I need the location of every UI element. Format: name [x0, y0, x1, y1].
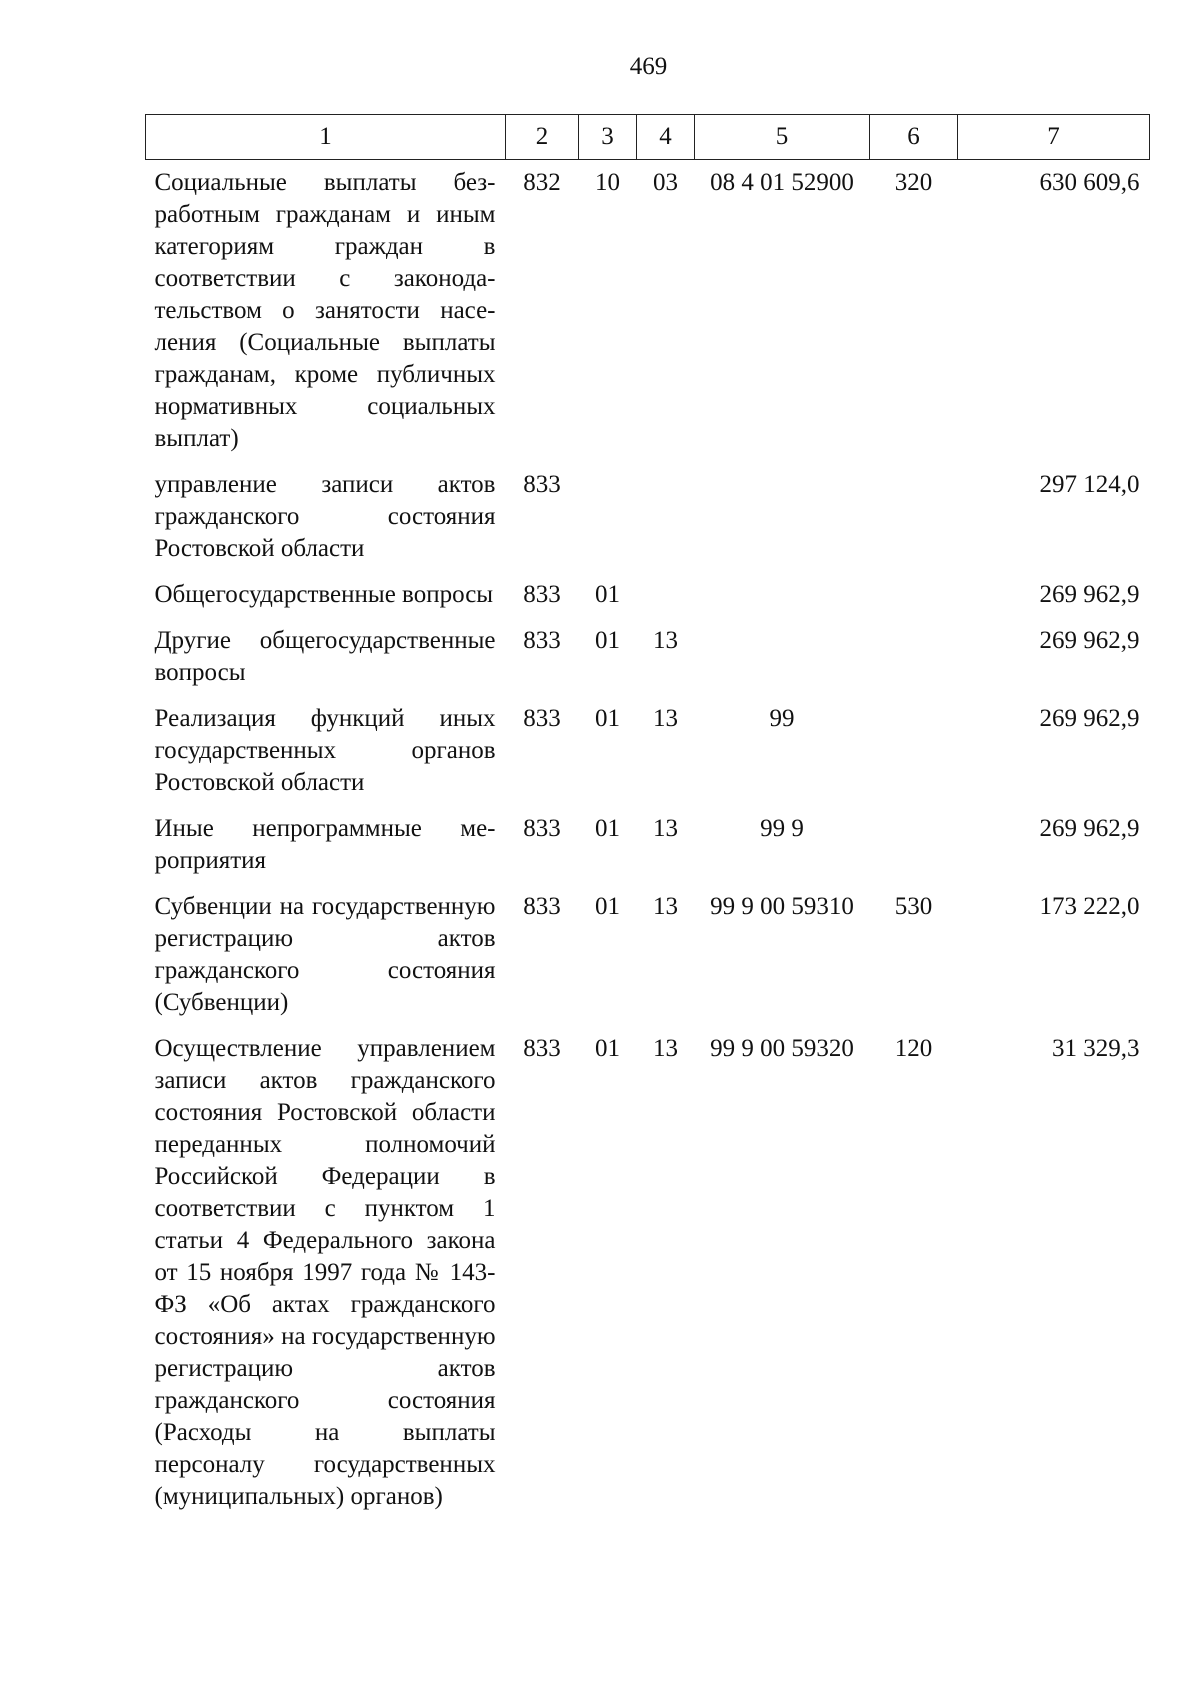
- row-pr: 13: [653, 893, 678, 920]
- row-ved: 832: [523, 169, 561, 196]
- row-name: Иные непрограммные мероприятия: [154, 815, 496, 874]
- row-sum: 269 962,9: [1039, 581, 1140, 608]
- row-csr: 08 4 01 52900: [710, 169, 854, 196]
- row-sum: 269 962,9: [1039, 815, 1140, 842]
- table-row: [146, 160, 1150, 470]
- row-pr: [637, 579, 695, 625]
- page-number: 469: [629, 53, 668, 80]
- row-rz: 01: [595, 1035, 620, 1062]
- header-col-5: 5: [695, 115, 870, 160]
- row-name: Субвенции на государственную регистрацию актов гражданского состояния (Субвенции): [154, 893, 496, 1016]
- header-col-4: 4: [637, 115, 695, 160]
- row-ved: 833: [523, 581, 561, 608]
- table-row: [146, 1033, 1150, 1527]
- row-vr: [870, 579, 958, 625]
- row-vr: 120: [894, 1035, 933, 1062]
- row-name: управление записи актов гражданского состояния Ростовской области: [154, 471, 496, 562]
- row-vr: [870, 625, 958, 703]
- row-sum: 269 962,9: [1039, 627, 1140, 654]
- row-csr: 99: [769, 705, 795, 732]
- row-ved: 833: [523, 705, 561, 732]
- header-col-1: 1: [146, 115, 506, 160]
- row-pr: 13: [653, 627, 678, 654]
- table-row: [146, 469, 1150, 579]
- row-rz: 01: [595, 893, 620, 920]
- row-ved: 833: [523, 627, 561, 654]
- table-row: [146, 579, 1150, 625]
- row-rz: 01: [595, 581, 620, 608]
- row-pr: 03: [653, 169, 678, 196]
- row-vr: [870, 469, 958, 579]
- row-csr: [695, 469, 870, 579]
- row-pr: 13: [653, 815, 678, 842]
- row-vr: 320: [894, 169, 933, 196]
- row-rz: 01: [595, 627, 620, 654]
- row-sum: 31 329,3: [1052, 1035, 1140, 1062]
- row-csr: 99 9 00 59310: [710, 893, 854, 920]
- row-vr: 530: [894, 893, 933, 920]
- table-row: [146, 703, 1150, 813]
- row-csr: [695, 579, 870, 625]
- row-ved: 833: [523, 893, 561, 920]
- row-vr: [870, 813, 958, 891]
- row-pr: 13: [653, 1035, 678, 1062]
- row-name: Общегосударственные вопросы: [154, 581, 494, 608]
- header-col-7: 7: [958, 115, 1150, 160]
- table-row: [146, 625, 1150, 703]
- row-sum: 173 222,0: [1039, 893, 1140, 920]
- row-csr: 99 9: [760, 815, 804, 842]
- row-ved: 833: [523, 471, 561, 498]
- header-col-6: 6: [870, 115, 958, 160]
- header-col-2: 2: [506, 115, 579, 160]
- row-name: Социальные выплаты безработным гражданам и иным категориям граждан в соответствии с законодательством о занятости населения (Социальные выплаты гражданам, кроме публичных нормативных социальных выплат): [154, 169, 496, 452]
- row-rz: 01: [595, 815, 620, 842]
- row-vr: [870, 703, 958, 813]
- row-csr: 99 9 00 59320: [710, 1035, 854, 1062]
- budget-table: [145, 114, 1150, 1527]
- row-pr: 13: [653, 705, 678, 732]
- table-row: [146, 813, 1150, 891]
- row-csr: [695, 625, 870, 703]
- row-name: Реализация функций иных государственных органов Ростовской области: [154, 705, 496, 796]
- header-col-3: 3: [579, 115, 637, 160]
- row-sum: 269 962,9: [1039, 705, 1140, 732]
- row-rz: 01: [595, 705, 620, 732]
- row-rz: 10: [595, 169, 620, 196]
- row-name: Осуществление управлением записи актов гражданского состояния Ростовской области переданных полномочий Российской Федерации в соответствии с пунктом 1 статьи 4 Федерального закона от 15 ноября 1997 года № 143-ФЗ «Об актах гражданского состояния» на государственную регистрацию актов гражданского состояния (Расходы на выплаты персоналу государственных (муниципальных) органов): [154, 1035, 496, 1510]
- row-pr: [637, 469, 695, 579]
- table-row: [146, 891, 1150, 1033]
- row-name: Другие общегосударственные вопросы: [154, 627, 496, 686]
- row-ved: 833: [523, 1035, 561, 1062]
- row-sum: 297 124,0: [1039, 471, 1140, 498]
- row-ved: 833: [523, 815, 561, 842]
- table-header-row: [146, 115, 1150, 160]
- row-rz: [579, 469, 637, 579]
- row-sum: 630 609,6: [1039, 169, 1140, 196]
